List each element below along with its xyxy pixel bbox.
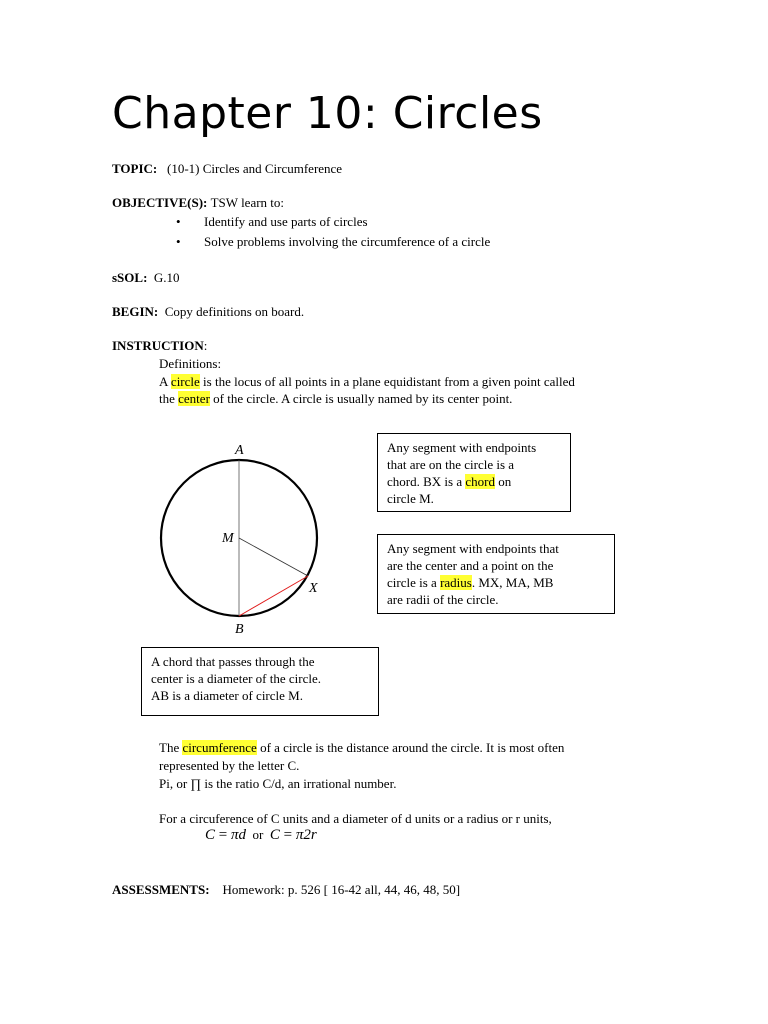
chord-definition-box <box>377 433 571 512</box>
instruction-heading <box>112 338 207 354</box>
begin-value: Copy definitions on board. <box>164 304 305 319</box>
circle-definition-line2 <box>159 391 512 407</box>
bullet-icon: • <box>176 214 181 229</box>
circle-definition-line1 <box>159 374 575 390</box>
formula-c-var: C <box>205 827 216 843</box>
box-line: are radii of the circle. <box>387 592 499 607</box>
circumference-line1 <box>159 740 564 756</box>
formula-c-var: C <box>269 827 280 843</box>
ssol-line <box>112 270 180 286</box>
objective-item <box>176 234 490 250</box>
text-run: of the circle. A circle is usually named by its center point. <box>209 391 513 406</box>
text-run: . MX, MA, MB <box>471 575 554 590</box>
box-line: are the center and a point on the <box>387 558 554 573</box>
box-line: Any segment with endpoints that <box>387 541 559 556</box>
instruction-label: INSTRUCTION <box>112 338 204 353</box>
formula-equals: = <box>215 827 231 843</box>
box-line <box>387 574 605 591</box>
begin-line <box>112 304 304 320</box>
pi-definition: Pi, or ∏ is the ratio C/d, an irrational number. <box>159 776 397 791</box>
highlight-radius: radius <box>440 575 472 590</box>
text-run: is the locus of all points in a plane equidistant from a given point called <box>199 374 575 389</box>
objective-text: Identify and use parts of circles <box>204 214 368 229</box>
page-title: Chapter 10: Circles <box>112 88 543 139</box>
assessments-line <box>112 882 460 898</box>
objectives-intro: TSW learn to: <box>210 195 285 210</box>
chord-bx-line <box>239 576 308 616</box>
topic-label: TOPIC: <box>112 161 158 176</box>
text-run: A <box>159 374 171 389</box>
text-run: circle is a <box>387 575 441 590</box>
circumference-line2: represented by the letter C. <box>159 758 300 773</box>
formula-pi-2r: π2r <box>295 827 317 843</box>
definitions-label: Definitions: <box>159 356 222 371</box>
radius-mx-line <box>239 538 308 576</box>
box-line: that are on the circle is a <box>387 457 515 472</box>
box-line: A chord that passes through the <box>151 654 315 669</box>
text-run: The <box>159 740 183 755</box>
objective-item <box>176 214 368 230</box>
highlight-center: center <box>178 391 210 406</box>
label-a: A <box>235 443 244 458</box>
text-run: chord. BX is a <box>387 474 466 489</box>
assessments-value: Homework: p. 526 [ 16-42 all, 44, 46, 48, 50] <box>222 882 461 897</box>
topic-line <box>112 161 342 177</box>
text-run: on <box>494 474 512 489</box>
topic-value: (10-1) Circles and Circumference <box>167 161 343 176</box>
diameter-definition-box <box>141 647 379 716</box>
ssol-label: sSOL: <box>112 270 148 285</box>
assessments-label: ASSESSMENTS: <box>112 882 210 897</box>
label-x: X <box>309 581 318 596</box>
begin-label: BEGIN: <box>112 304 159 319</box>
text-run: the <box>159 391 179 406</box>
formula-or: or <box>252 827 264 842</box>
highlight-circumference: circumference <box>182 740 257 755</box>
box-line <box>387 473 561 490</box>
formula-equals: = <box>279 827 296 843</box>
label-b: B <box>235 622 244 637</box>
text-run: of a circle is the distance around the circle. It is most often <box>256 740 565 755</box>
radius-definition-box <box>377 534 615 614</box>
box-line: circle M. <box>387 491 434 506</box>
objective-text: Solve problems involving the circumference of a circle <box>204 234 491 249</box>
objectives-line <box>112 195 284 211</box>
ssol-value: G.10 <box>153 270 180 285</box>
circle-diagram <box>150 438 330 638</box>
box-line: AB is a diameter of circle M. <box>151 688 303 703</box>
circumference-units-line: For a circuference of C units and a diameter of d units or a radius or r units, <box>159 811 552 826</box>
objectives-label: OBJECTIVE(S): <box>112 195 208 210</box>
circumference-formulas <box>205 827 317 844</box>
instruction-colon: : <box>203 338 208 353</box>
label-m: M <box>222 531 234 546</box>
formula-pi-d: πd <box>230 827 246 843</box>
bullet-icon: • <box>176 234 181 249</box>
box-line: center is a diameter of the circle. <box>151 671 321 686</box>
highlight-chord: chord <box>465 474 495 489</box>
highlight-circle: circle <box>170 374 200 389</box>
box-line: Any segment with endpoints <box>387 440 537 455</box>
